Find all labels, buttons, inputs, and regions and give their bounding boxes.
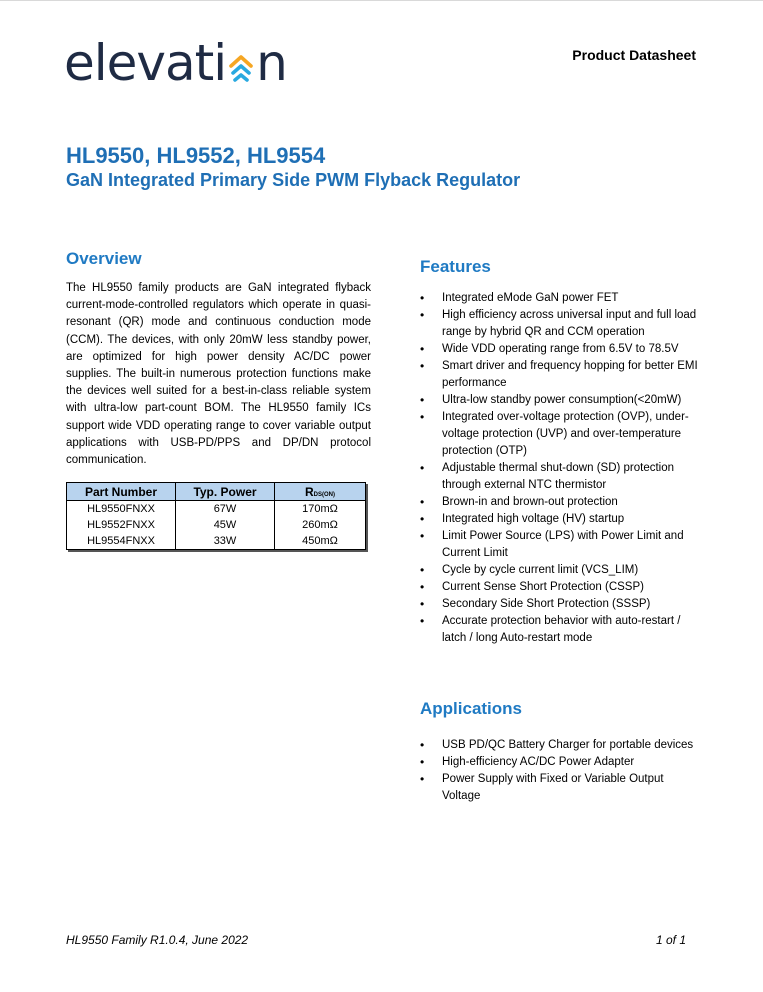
logo-text-end: n (256, 34, 287, 92)
applications-heading: Applications (420, 699, 523, 718)
feature-item: • Secondary Side Short Protection (SSSP) (420, 596, 702, 613)
document-subtitle: GaN Integrated Primary Side PWM Flyback Regulator (66, 170, 521, 190)
part-number-table (66, 482, 366, 550)
applications-list (420, 737, 702, 805)
feature-item: • Current Sense Short Protection (CSSP) (420, 579, 702, 596)
col-header-part-number: Part Number (67, 483, 176, 501)
table-header-row (67, 483, 366, 501)
col-header-rdson (275, 483, 366, 501)
feature-item: • Ultra-low standby power consumption(<20mW) (420, 392, 702, 409)
cell-part-number: HL9550FNXX (67, 501, 176, 518)
feature-item: • Integrated eMode GaN power FET (420, 290, 702, 307)
feature-item: • Wide VDD operating range from 6.5V to 78.5V (420, 341, 702, 358)
footer-revision: HL9550 Family R1.0.4, June 2022 (66, 933, 249, 947)
rdson-letter: R (304, 484, 314, 499)
table-row (67, 517, 366, 533)
feature-item: • Smart driver and frequency hopping for better EMI performance (420, 358, 702, 392)
document-title: HL9550, HL9552, HL9554 (66, 143, 326, 168)
cell-typ-power: 67W (176, 501, 275, 518)
cell-rdson: 260mΩ (275, 517, 366, 533)
application-item: • USB PD/QC Battery Charger for portable devices (420, 737, 702, 754)
overview-paragraph: The HL9550 family products are GaN integrated flyback current-mode-controlled regulators which operate in quasi-resonant (QR) mode and continuous conduction mode (CCM). The devices, with only 20mW less standby power, are optimized for high power density AC/DC power supplies. The built-in numerous protection functions make the devices well suited for a best-in-class reliable system with ultra-low part-count BOM. The HL9550 family ICs support wide VDD operating range to cover variable output applications with USB-PD/PPS and DP/DN protocol communication. (66, 282, 371, 467)
col-header-typ-power: Typ. Power (176, 483, 275, 501)
cell-part-number: HL9552FNXX (67, 517, 176, 533)
feature-item: • Integrated high voltage (HV) startup (420, 511, 702, 528)
feature-item: • Integrated over-voltage protection (OVP), under-voltage protection (UVP) and over-temperature protection (OTP) (420, 409, 702, 460)
application-item: • Power Supply with Fixed or Variable Output Voltage (420, 771, 702, 805)
cell-rdson: 170mΩ (275, 501, 366, 518)
features-heading: Features (420, 257, 491, 276)
footer-page-number: 1 of 1 (655, 933, 686, 947)
feature-item: • Accurate protection behavior with auto-restart / latch / long Auto-restart mode (420, 613, 702, 647)
cell-part-number: HL9554FNXX (67, 533, 176, 550)
cell-typ-power: 45W (176, 517, 275, 533)
document-type-label: Product Datasheet (572, 47, 696, 63)
features-list (420, 290, 702, 647)
feature-item: • Adjustable thermal shut-down (SD) protection through external NTC thermistor (420, 460, 702, 494)
overview-heading: Overview (66, 249, 142, 268)
cell-rdson: 450mΩ (275, 533, 366, 550)
feature-item: • Cycle by cycle current limit (VCS_LIM) (420, 562, 702, 579)
elevation-logo (64, 34, 287, 92)
page-top-border (0, 0, 763, 1)
logo-text-start: elevati (64, 34, 227, 92)
feature-item: • High efficiency across universal input and full load range by hybrid QR and CCM operation (420, 307, 702, 341)
rdson-subscript: DS(ON) (313, 491, 335, 498)
logo-chevron-icon (226, 38, 256, 88)
feature-item: • Brown-in and brown-out protection (420, 494, 702, 511)
feature-item: • Limit Power Source (LPS) with Power Limit and Current Limit (420, 528, 702, 562)
table-row (67, 533, 366, 550)
cell-typ-power: 33W (176, 533, 275, 550)
application-item: • High-efficiency AC/DC Power Adapter (420, 754, 702, 771)
table-row (67, 501, 366, 518)
